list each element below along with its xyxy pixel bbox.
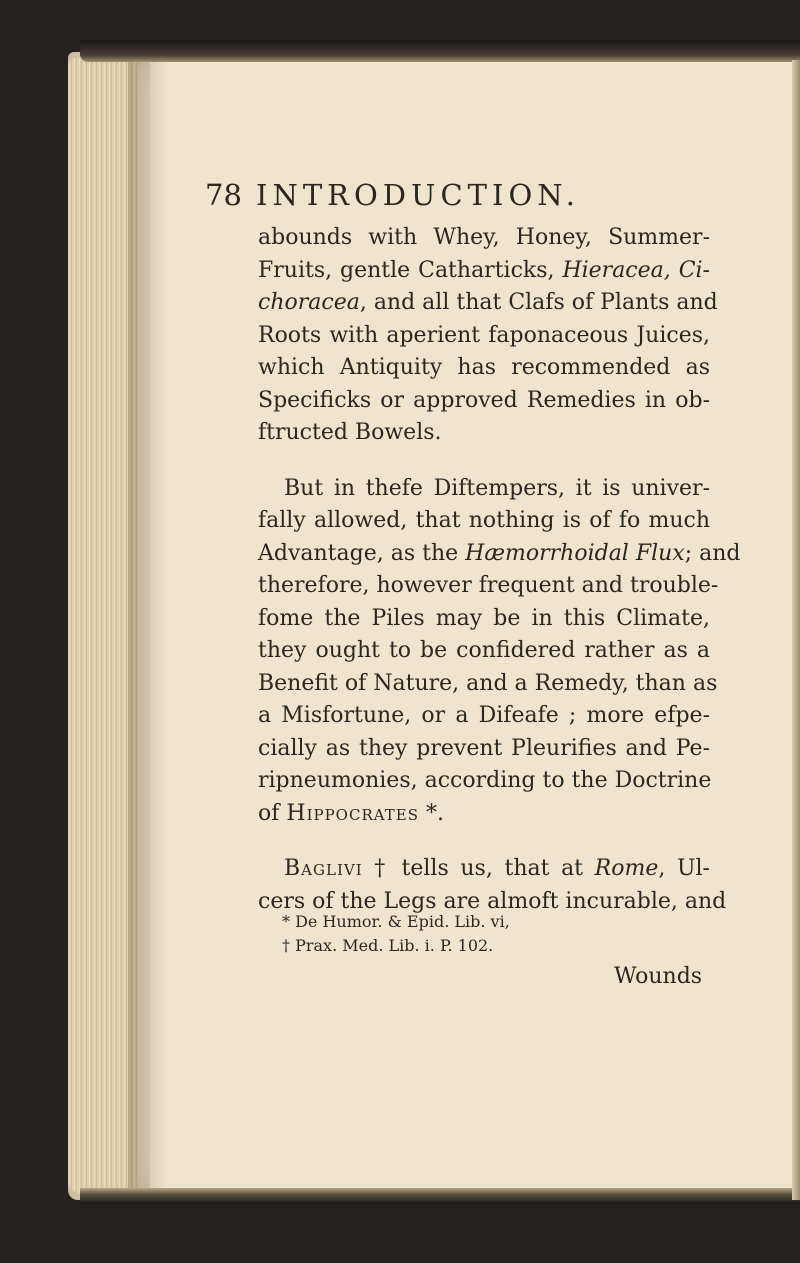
running-head: INTRODUCTION. (256, 178, 580, 212)
text-line: Specificks or approved Remedies in ob- (258, 387, 710, 413)
small-caps-name: Hippocrates (286, 800, 419, 826)
footnotes (282, 910, 712, 958)
italic-term: Rome (594, 856, 659, 881)
binding-top (80, 40, 800, 62)
binding-bottom (80, 1188, 800, 1204)
text-line: ftructed Bowels. (258, 420, 442, 445)
text-line: Benefit of Nature, and a Remedy, than as (258, 670, 718, 696)
text-line: fome the Piles may be in this Climate, (258, 605, 710, 631)
text-line: cers of the Legs are almoft incurable, and (258, 888, 727, 914)
text-line: Roots with aperient faponaceous Juices, (258, 322, 710, 348)
small-caps-name: Baglivi (284, 856, 363, 881)
text-line: But in thefe Diftempers, it is univer- (284, 475, 710, 501)
italic-term: Hieracea (562, 257, 664, 283)
paragraph-1 (258, 222, 718, 450)
text-line: a Misfortune, or a Difeafe ; more efpe- (258, 703, 710, 728)
text-line: they ought to be confidered rather as a (258, 638, 710, 663)
right-edge (792, 60, 800, 1200)
text-line: of Hippocrates *. (258, 800, 444, 826)
page-number: 78 (205, 178, 242, 212)
paragraph-2 (258, 473, 741, 831)
text-line: therefore, however frequent and trouble- (258, 573, 719, 598)
text-line: cially as they prevent Pleurifies and Pe- (258, 735, 710, 761)
text-line: Fruits, gentle Catharticks, Hieracea, Ci- (258, 257, 710, 283)
italic-term: choracea (258, 290, 360, 315)
text-line: abounds with Whey, Honey, Summer- (258, 225, 710, 250)
gutter-shadow (128, 56, 168, 1196)
text-line: choracea, and all that Clafs of Plants and (258, 290, 718, 315)
text-line: fally allowed, that nothing is of fo much (258, 508, 710, 533)
italic-term: Hæmorrhoidal Flux (465, 540, 685, 566)
catchword: Wounds (614, 964, 703, 989)
body-text (258, 222, 741, 918)
text-line: ripneumonies, according to the Doctrine (258, 768, 712, 793)
text-line: Baglivi † tells us, that at Rome, Ul- (284, 856, 710, 881)
text-line: which Antiquity has recommended as (258, 355, 710, 380)
text-line: Advantage, as the Hæmorrhoidal Flux; and (258, 540, 741, 566)
footnote: * De Humor. & Epid. Lib. vi, (282, 912, 510, 931)
paragraph-3 (258, 853, 727, 918)
footnote: † Prax. Med. Lib. i. P. 102. (282, 936, 494, 955)
